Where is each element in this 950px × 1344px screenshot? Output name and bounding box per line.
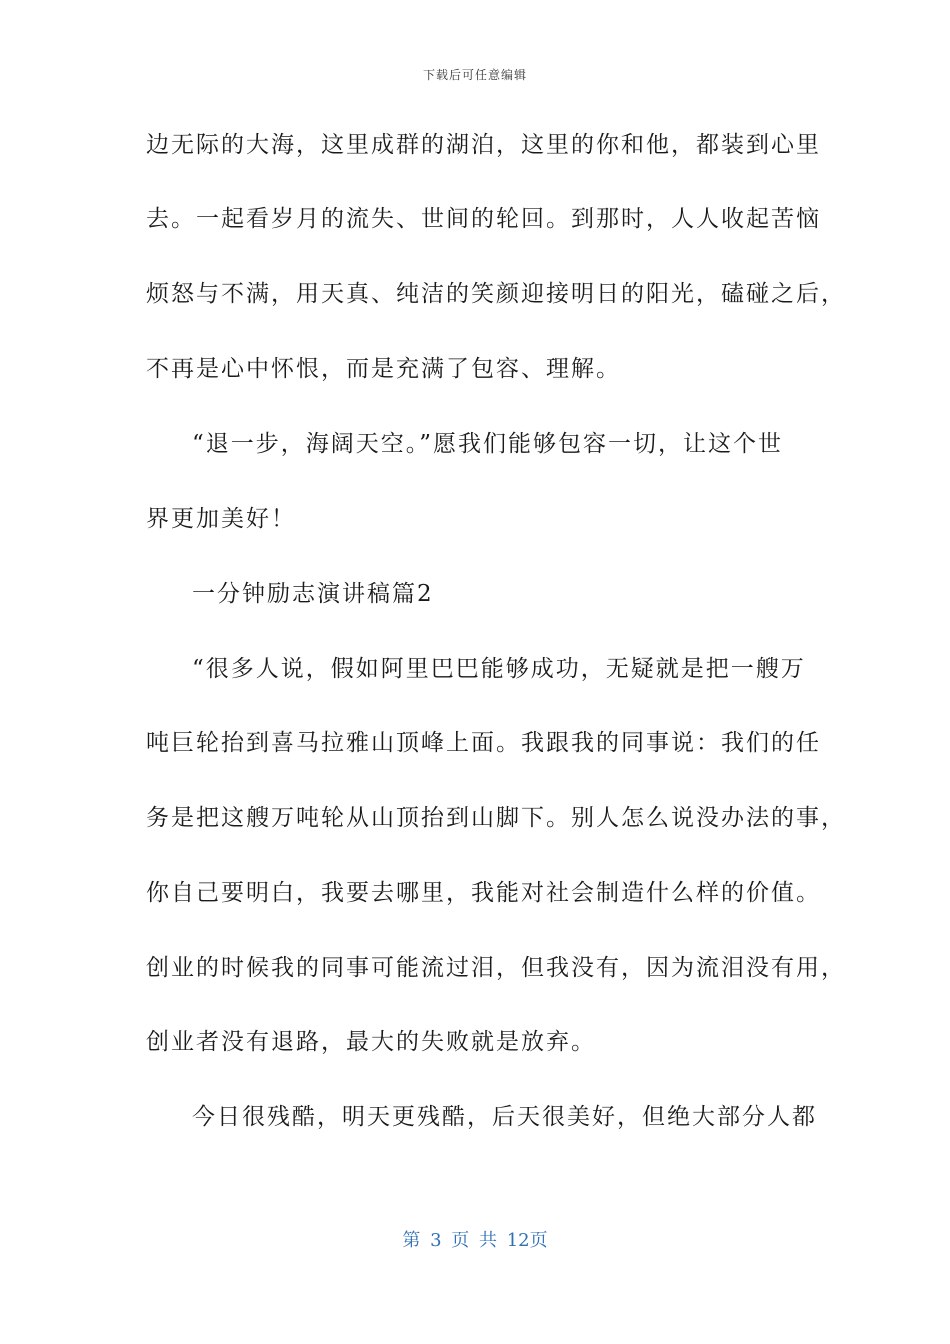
body-line: 烦怒与不满，用天真、纯洁的笑颜迎接明日的阳光，磕碰之后，	[146, 281, 846, 307]
body-line: 吨巨轮抬到喜马拉雅山顶峰上面。我跟我的同事说：我们的任	[146, 730, 821, 756]
body-line: 边无际的大海，这里成群的湖泊，这里的你和他，都装到心里	[146, 132, 821, 158]
body-line: 创业的时候我的同事可能流过泪，但我没有，因为流泪没有用，	[146, 955, 846, 981]
body-line: 不再是心中怀恨，而是充满了包容、理解。	[146, 356, 621, 382]
page-footer: 第 3 页 共 12页	[402, 1230, 548, 1251]
body-line: 今日很残酷，明天更残酷，后天很美好，但绝大部分人都	[192, 1104, 817, 1130]
body-line: “退一步，海阔天空。”愿我们能够包容一切，让这个世	[192, 431, 784, 457]
page-header: 下载后可任意编辑	[422, 68, 527, 82]
body-line: 去。一起看岁月的流失、世间的轮回。到那时，人人收起苦恼	[146, 206, 821, 232]
body-line: 你自己要明白，我要去哪里，我能对社会制造什么样的价值。	[146, 880, 821, 906]
section-heading: 一分钟励志演讲稿篇2	[192, 581, 434, 607]
body-line: 界更加美好！	[146, 506, 296, 532]
body-line: 创业者没有退路，最大的失败就是放弃。	[146, 1029, 596, 1055]
body-line: “很多人说，假如阿里巴巴能够成功，无疑就是把一艘万	[192, 656, 806, 682]
body-line: 务是把这艘万吨轮从山顶抬到山脚下。别人怎么说没办法的事，	[146, 805, 846, 831]
